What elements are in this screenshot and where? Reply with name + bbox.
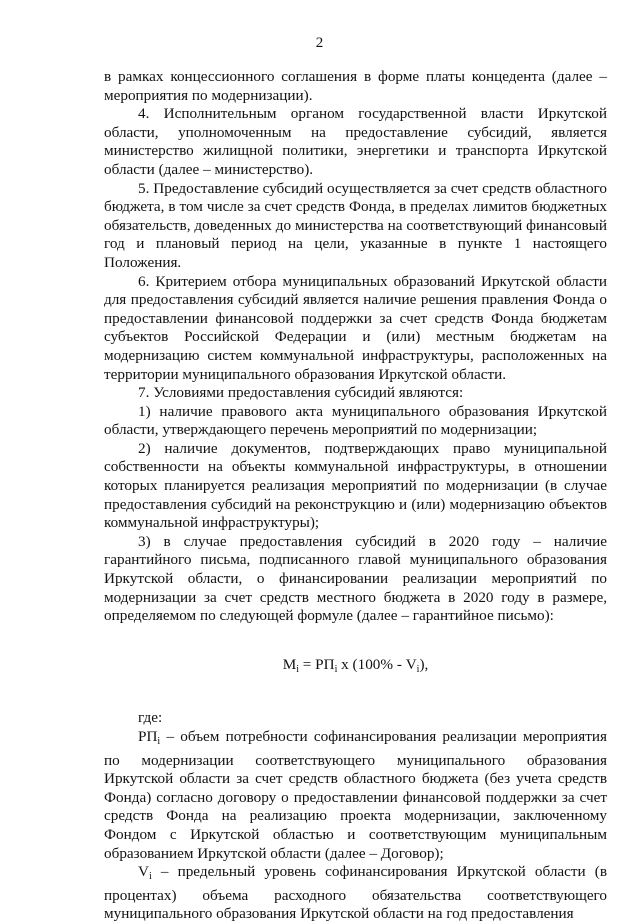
- paragraph-continuation: в рамках концессионного соглашения в форме платы концедента (далее – мероприятия по модернизации).: [104, 68, 607, 104]
- formula-m: M: [282, 655, 297, 673]
- document-body: [104, 68, 607, 924]
- paragraph-7-item-1: 1) наличие правового акта муниципального образования Иркутской области, утверждающего перечень мероприятий по модернизации;: [104, 402, 607, 439]
- formula-mid: х (100% - V: [337, 655, 417, 673]
- paragraph-7-item-2: 2) наличие документов, подтверждающих право муниципальной собственности на объекты коммунальной инфраструктуры, в отношении которых планируется реализация мероприятий по модернизации (в случае предоставления субсидий на реконструкцию и (или) модернизацию объектов коммунальной инфраструктуры);: [104, 439, 607, 532]
- where-label: где:: [138, 709, 163, 727]
- formula-eq: = РП: [299, 655, 335, 673]
- paragraph-5: 5. Предоставление субсидий осуществляется за счет средств областного бюджета, в том числе за счет средств Фонда, в пределах лимитов бюджетных обязательств, доведенных до министерства на соответствующий финансовый год и плановый период на цели, указанные в пункте 1 настоящего Положения.: [104, 179, 607, 271]
- formula-sub-3: i: [416, 663, 420, 675]
- rp-symbol: РП: [138, 728, 158, 745]
- page-number: 2: [315, 35, 324, 51]
- v-definition-text: – предельный уровень софинансирования Иркутской области (в процентах) объема расходного обязательства соответствующего муниципального образования Иркутской области на год предоставления: [104, 863, 608, 923]
- v-subscript: i: [148, 871, 152, 883]
- paragraph-6: 6. Критерием отбора муниципальных образований Иркутской области для предоставления субсидий является наличие решения правления Фонда о предоставлении финансовой поддержки за счет средств Фонда бюджетам субъектов Российской Федерации и (или) местным бюджетам на модернизацию систем коммунальной инфраструктуры, расположенных на территории муниципального образования Иркутской области.: [104, 272, 607, 383]
- formula-sub-1: i: [296, 663, 299, 675]
- paragraph-7-item-3: 3) в случае предоставления субсидий в 2020 году – наличие гарантийного письма, подписанного главой муниципального образования Иркутской области, о финансировании реализации мероприятий по модернизации за счет средств местного бюджета в 2020 году в размере, определяемом по следующей формуле (далее – гарантийное письмо):: [104, 532, 607, 625]
- rp-definition-text: – объем потребности софинансирования реализации мероприятия по модернизации соответствующего муниципального образования Иркутской области за счет средств областного бюджета (без учета средств Фонда) согласно договору о предоставлении финансовой поддержки за счет средств Фонда на реализацию проекта модернизации, заключенному Фондом с Иркутской областью и соответствующим муниципальным образованием Иркутской области (далее – Договор);: [104, 728, 607, 862]
- formula: [104, 656, 607, 680]
- definition-rp: [104, 728, 607, 863]
- v-symbol: V: [138, 863, 149, 881]
- formula-end: ),: [419, 655, 429, 673]
- rp-subscript: i: [157, 736, 161, 747]
- paragraph-7: 7. Условиями предоставления субсидий являются:: [138, 384, 464, 402]
- formula-sub-2: i: [334, 663, 338, 675]
- paragraph-4: 4. Исполнительным органом государственной власти Иркутской области, уполномоченным на предоставление субсидий, является министерство жилищной политики, энергетики и транспорта Иркутской области (далее – министерство).: [104, 105, 607, 178]
- definition-v: [104, 863, 607, 924]
